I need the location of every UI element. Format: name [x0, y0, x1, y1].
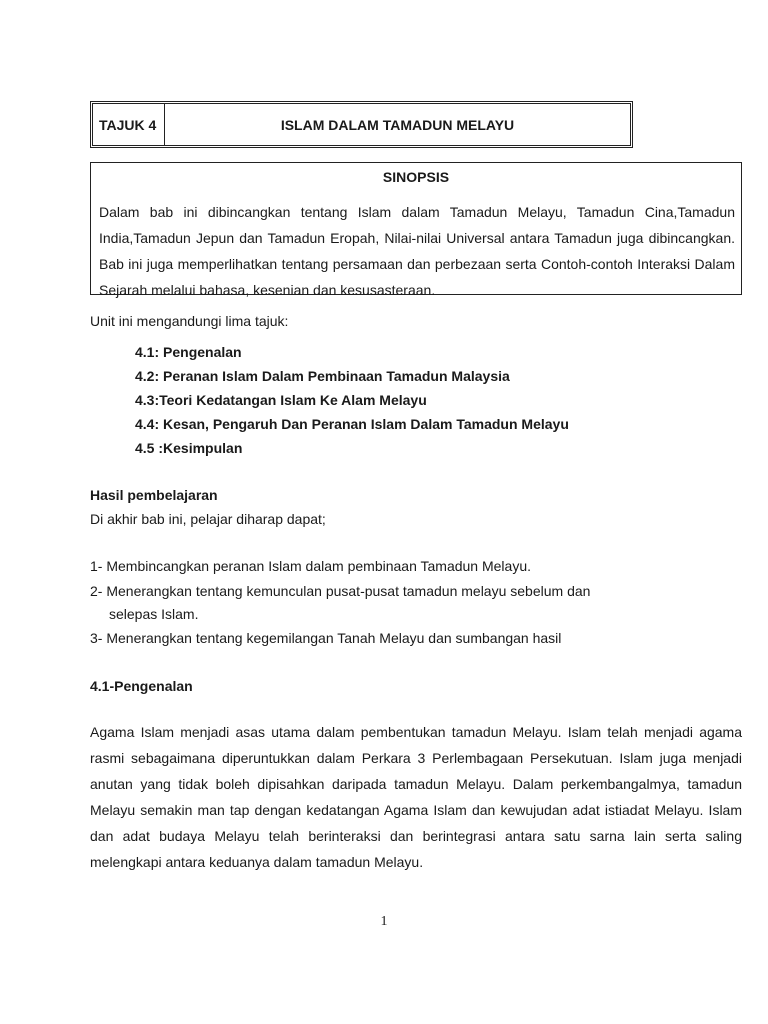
page-number: 1	[380, 914, 388, 929]
topic-title-box	[90, 101, 633, 148]
synopsis-text: Dalam bab ini dibincangkan tentang Islam dalam Tamadun Melayu, Tamadun Cina,Tamadun India,Tamadun Jepun dan Tamadun Eropah, Nilai-nilai Universal antara Tamadun juga dibincangkan. Bab ini juga memperlihatkan tentang persamaan dan perbezaan serta Contoh-contoh Interaksi Dalam Sejarah melalui bahasa, kesenian dan kesusasteraan.	[99, 204, 735, 298]
toc-item-4-3: 4.3:Teori Kedatangan Islam Ke Alam Melayu	[135, 392, 427, 408]
section-paragraph: Agama Islam menjadi asas utama dalam pembentukan tamadun Melayu. Islam telah menjadi agama rasmi sebagaimana diperuntukkan dalam Perkara 3 Perlembagaan Persekutuan. Islam juga menjadi anutan yang tidak boleh dipisahkan daripada tamadun Melayu. Dalam perkembangalmya, tamadun Melayu semakin man tap dengan kedatangan Agama Islam dan kewujudan adat istiadat Melayu. Islam dan adat budaya Melayu telah berinteraksi dan berintegrasi antara satu sarna lain serta saling melengkapi antara keduanya dalam tamadun Melayu.	[90, 724, 742, 870]
topic-label: TAJUK 4	[93, 104, 165, 145]
learning-heading: Hasil pembelajaran	[90, 487, 218, 503]
topic-title: ISLAM DALAM TAMADUN MELAYU	[280, 116, 515, 133]
learning-outcome-3: 3- Menerangkan tentang kegemilangan Tanah Melayu dan sumbangan hasil	[90, 630, 562, 646]
learning-outcome-1: 1- Membincangkan peranan Islam dalam pembinaan Tamadun Melayu.	[90, 558, 531, 574]
synopsis-box	[90, 162, 742, 298]
section-heading: 4.1-Pengenalan	[90, 678, 193, 694]
toc-item-4-2: 4.2: Peranan Islam Dalam Pembinaan Tamadun Malaysia	[135, 368, 510, 384]
learning-outcome-2-cont: selepas Islam.	[109, 606, 199, 622]
learning-outcome-2: 2- Menerangkan tentang kemunculan pusat-pusat tamadun melayu sebelum dan	[90, 583, 591, 599]
unit-intro: Unit ini mengandungi lima tajuk:	[90, 313, 289, 329]
learning-intro: Di akhir bab ini, pelajar diharap dapat;	[90, 511, 326, 527]
toc-item-4-5: 4.5 :Kesimpulan	[135, 440, 243, 456]
toc-item-4-4: 4.4: Kesan, Pengaruh Dan Peranan Islam Dalam Tamadun Melayu	[135, 416, 569, 432]
synopsis-heading: SINOPSIS	[382, 169, 450, 185]
toc-item-4-1: 4.1: Pengenalan	[135, 344, 242, 360]
